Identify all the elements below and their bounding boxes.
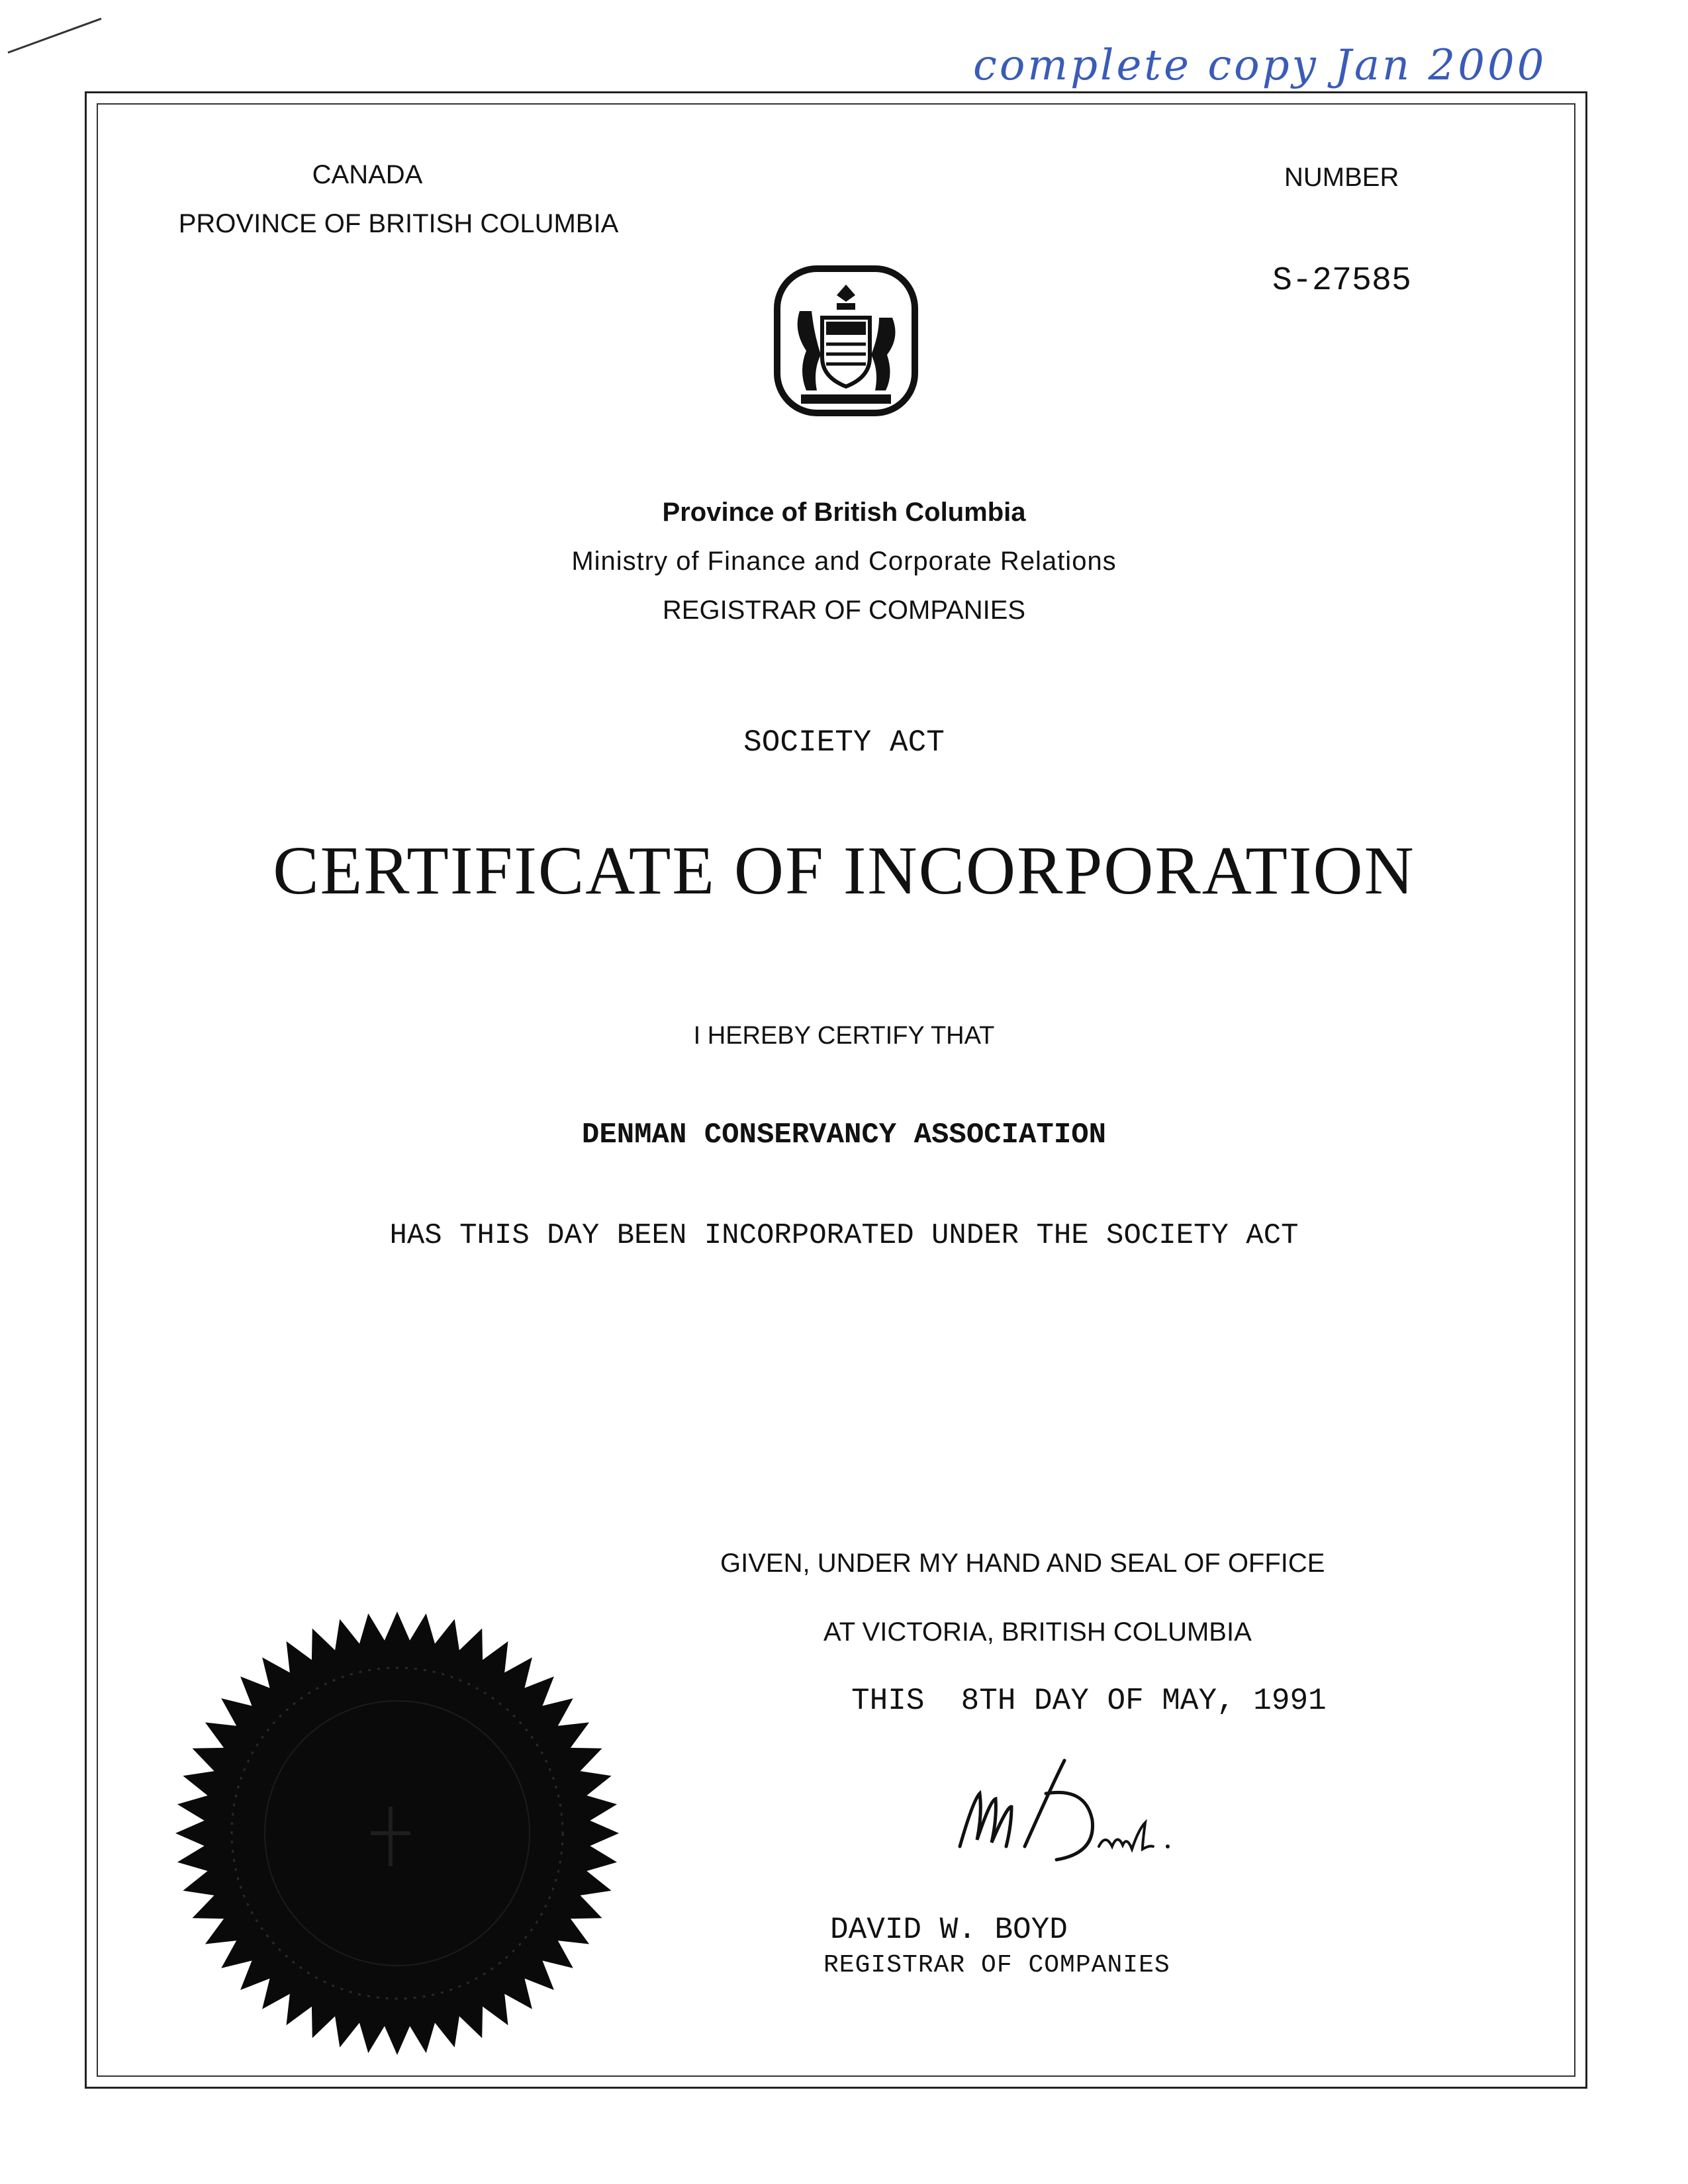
handwritten-note: complete copy Jan 2000 bbox=[973, 41, 1547, 90]
society-name: DENMAN CONSERVANCY ASSOCIATION bbox=[581, 1118, 1107, 1152]
certify-text: I HEREBY CERTIFY THAT bbox=[693, 1022, 995, 1050]
signature-icon bbox=[947, 1747, 1198, 1880]
given-date: THIS 8TH DAY OF MAY, 1991 bbox=[851, 1684, 1327, 1718]
official-seal-icon bbox=[172, 1608, 622, 2058]
given-line1: GIVEN, UNDER MY HAND AND SEAL OF OFFICE bbox=[720, 1549, 1325, 1578]
signatory-name: DAVID W. BOYD bbox=[830, 1913, 1068, 1947]
issuer-registrar: REGISTRAR OF COMPANIES bbox=[662, 596, 1026, 625]
number-label: NUMBER bbox=[1284, 163, 1399, 192]
certificate-number: S-27585 bbox=[1272, 262, 1412, 300]
stray-pen-mark bbox=[7, 18, 101, 54]
header-country: CANADA bbox=[312, 160, 423, 189]
issuer-province: Province of British Columbia bbox=[662, 498, 1026, 527]
signatory-title: REGISTRAR OF COMPANIES bbox=[823, 1951, 1170, 1979]
bc-coat-of-arms-icon bbox=[773, 265, 919, 417]
header-province: PROVINCE OF BRITISH COLUMBIA bbox=[178, 209, 619, 238]
act-name: SOCIETY ACT bbox=[743, 725, 945, 760]
incorporated-text: HAS THIS DAY BEEN INCORPORATED UNDER THE SOCIETY ACT bbox=[389, 1219, 1299, 1252]
issuer-ministry: Ministry of Finance and Corporate Relations bbox=[571, 547, 1117, 576]
given-line2: AT VICTORIA, BRITISH COLUMBIA bbox=[823, 1617, 1252, 1647]
certificate-title: CERTIFICATE OF INCORPORATION bbox=[273, 833, 1415, 909]
